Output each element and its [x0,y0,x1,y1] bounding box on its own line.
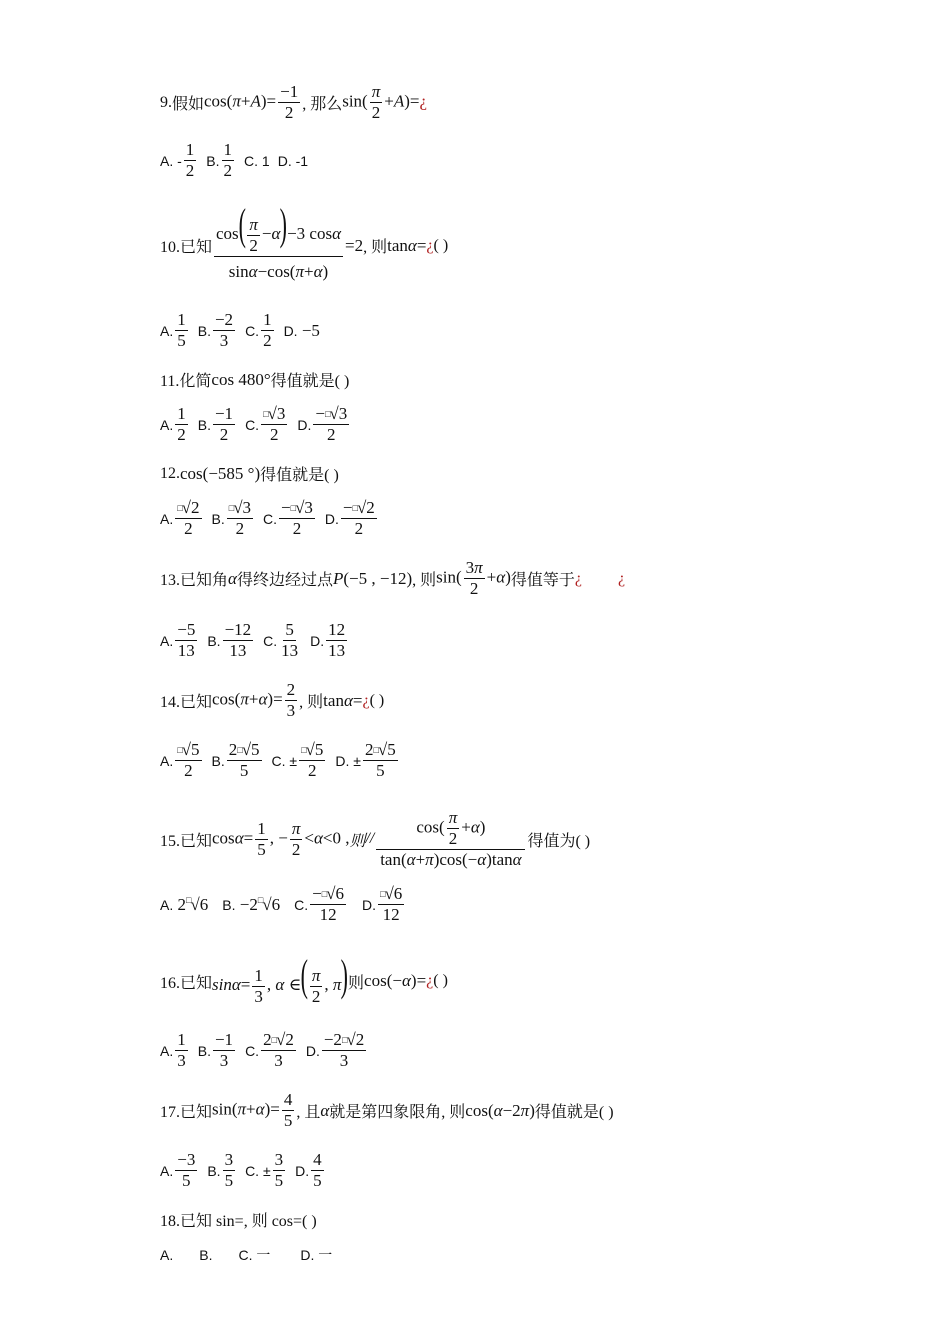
q14-option-a: A. [160,752,174,769]
q11-option-b: B. [197,416,211,433]
q9-option-d: D. -1 [277,152,309,169]
q15-tail: 得值为( ) [527,832,591,850]
q9-connector: , 那么 [302,96,343,113]
q12-options: A. □√2 2 B. □√3 2 C. −□√3 2 D. −□√2 2 [160,498,375,538]
q17-text: 就是第四象限角, 则 [329,1104,466,1121]
q10-paren: ( ) [433,236,449,254]
question-14: 14.已知 cos(π+α)= $\frac{2}{3}$ , 则 tanα= ¿ ( ) [160,680,385,720]
q18-options [160,1245,332,1265]
q13-stem: 13.已知角 [160,572,229,589]
q9-answer-mark: ¿ [419,91,428,111]
q15-options: A. 2□√6 B. −2□√6 C. −□√6 12 D. □√6 12 [160,884,403,924]
question-17: 17.已知 sin(π+α)= $\frac{4}{5}$ , 且 α 就是第四象限角, 则 cos(α−2π) 得值就是( ) [160,1090,614,1130]
q12-tail: 得值就是( ) [260,467,339,484]
q14-option-c: C. ± [271,752,298,769]
q14-options: A. □√5 2 B. 2□√5 5 C. ± $\frac{^□√5}{2}$ D. ± $\frac{2^□√5}{5}$ [160,740,396,780]
q17-option-d: D. [295,1162,310,1179]
q9-option-b: B. [206,152,220,169]
question-18 [160,1208,317,1231]
q16-option-c: C. [245,1042,260,1059]
question-16: 16.已知 sinα= $\frac{1}{3}$ , α ∈( $\frac{\pi}{2}$ , π) 则 cos(−α)= ¿ ( ) [160,951,448,1006]
q9-text: 假如 [172,96,205,113]
q9-number: 9. [160,93,172,111]
question-15: 15.已知 cosα= $\frac{1}{5}$ , − $\frac{\pi}{2}$ <α<0 , 则 // cos( $\frac{\pi}{2}$ +α) tan(α+π)cos(−α)tanα 得值为( ) [160,808,591,869]
q16-option-b: B. [197,1042,211,1059]
q13-tail: 得值等于 [510,572,575,589]
q14-option-b: B. [211,752,225,769]
q12-option-d: D. [324,510,339,527]
q17-connector: , 且 [296,1104,321,1121]
question-13: 13.已知角 α 得终边经过点 P(−5 , −12) , 则 sin( $\frac{3\pi}{2}$ +α) 得值等于 ¿ ¿ [160,558,626,598]
q13-connector: , 则 [412,572,437,589]
q10-option-a: A. [160,322,174,339]
question-11: 11.化简 cos 480° 得值就是( ) [160,369,350,390]
q15-formula: cos( $\frac{\pi}{2}$ +α) tan(α+π)cos(−α)tanα [376,808,525,870]
question-9 [160,82,427,123]
q13-options: A. −5 13 B. −12 13 C. 5 13 D. 12 13 [160,620,346,660]
q11-tail: 得值就是( ) [270,373,350,390]
q17-option-a: A. [160,1162,174,1179]
q17-option-c: C. ± [245,1162,271,1179]
q11-options: A. 1 2 B. −1 2 C. □√3 2 D. −□√3 2 [160,404,348,444]
q13-option-b: B. [207,632,221,649]
q10-connector: , 则 [363,239,388,257]
q16-paren: ( ) [433,972,448,990]
q14-option-d: D. ± [335,752,361,769]
q14-answer-mark: ¿ [362,691,370,709]
q10-option-b: B. [197,322,211,339]
q10-stem: 10.已知 [160,239,213,257]
q9-option-a: A. - [160,152,182,169]
q16-answer-mark: ¿ [426,972,434,990]
q15-option-a: A. [160,896,174,913]
q18-option-b: B. [199,1247,213,1263]
q16-option-a: A. [160,1042,174,1059]
q12-option-a: A. [160,510,174,527]
q12-option-c: C. [263,510,278,527]
q10-formula: cos( $\frac{\pi}{2}$ −α)−3 cosα sinα−cos(π+α) [216,200,341,281]
q9-formula: cos(π+A)= $\frac{-1}{2}$ [204,82,299,122]
q15-option-b: B. [222,896,236,913]
q13-text: 得终边经过点 [236,572,333,589]
q18-stem: 18.已知 sin=, 则 cos=( ) [160,1213,317,1230]
q17-option-b: B. [207,1162,221,1179]
q11-option-d: D. [297,416,312,433]
q14-connector: , 则 [299,694,324,711]
q14-stem: 14.已知 [160,694,213,711]
q13-option-a: A. [160,632,174,649]
q11-option-c: C. [245,416,260,433]
q16-options: A. 1 3 B. −1 3 C. 2□√2 3 D. −2□√2 3 [160,1030,365,1070]
q9-target: sin( $\frac{\pi}{2}$ +A)=¿ [342,82,428,122]
q17-options: A. −3 5 B. 3 5 C. ± $\frac{3}{5}$ D. 4 5 [160,1150,322,1190]
q10-options: A. 1 5 B. −2 3 C. 1 2 D. −5 [160,310,320,350]
q17-stem: 17.已知 [160,1104,213,1121]
q9-options: A. - 1 2 B. 1 2 C. 1 D. -1 [160,140,309,180]
q12-stem: 12. [160,464,180,482]
q10-option-d: D. [283,322,298,339]
q13-answer-mark-2: ¿ [617,569,626,587]
question-10: 10.已知 cos( $\frac{\pi}{2}$ −α)−3 cosα sinα−cos(π+α) =2 , 则 tanα= ¿ ( ) [160,205,448,287]
q10-answer-mark: ¿ [426,236,434,254]
q13-answer-mark: ¿ [574,569,582,587]
q14-paren: ( ) [369,691,385,709]
q9-option-c: C. 1 [244,152,270,169]
q18-option-a: A. [160,1247,174,1263]
q12-option-b: B. [211,510,225,527]
q15-option-d: D. [362,896,376,913]
q13-option-c: C. [263,632,278,649]
q11-stem: 11.化简 [160,373,212,390]
q13-option-d: D. [310,632,325,649]
question-12: 12. cos(−585 °) 得值就是( ) [160,463,339,484]
q18-option-c: C. 一 [238,1247,271,1263]
q11-option-a: A. [160,416,174,433]
q16-option-d: D. [305,1042,320,1059]
q16-connector: 则 [348,974,365,992]
q16-stem: 16.已知 [160,974,213,992]
q17-tail: 得值就是( ) [534,1104,614,1121]
q18-option-d: D. 一 [300,1247,333,1263]
q15-connector: 则 [349,832,366,850]
q15-stem: 15.已知 [160,832,213,850]
q10-option-c: C. [245,322,260,339]
q15-option-c: C. [294,896,309,913]
